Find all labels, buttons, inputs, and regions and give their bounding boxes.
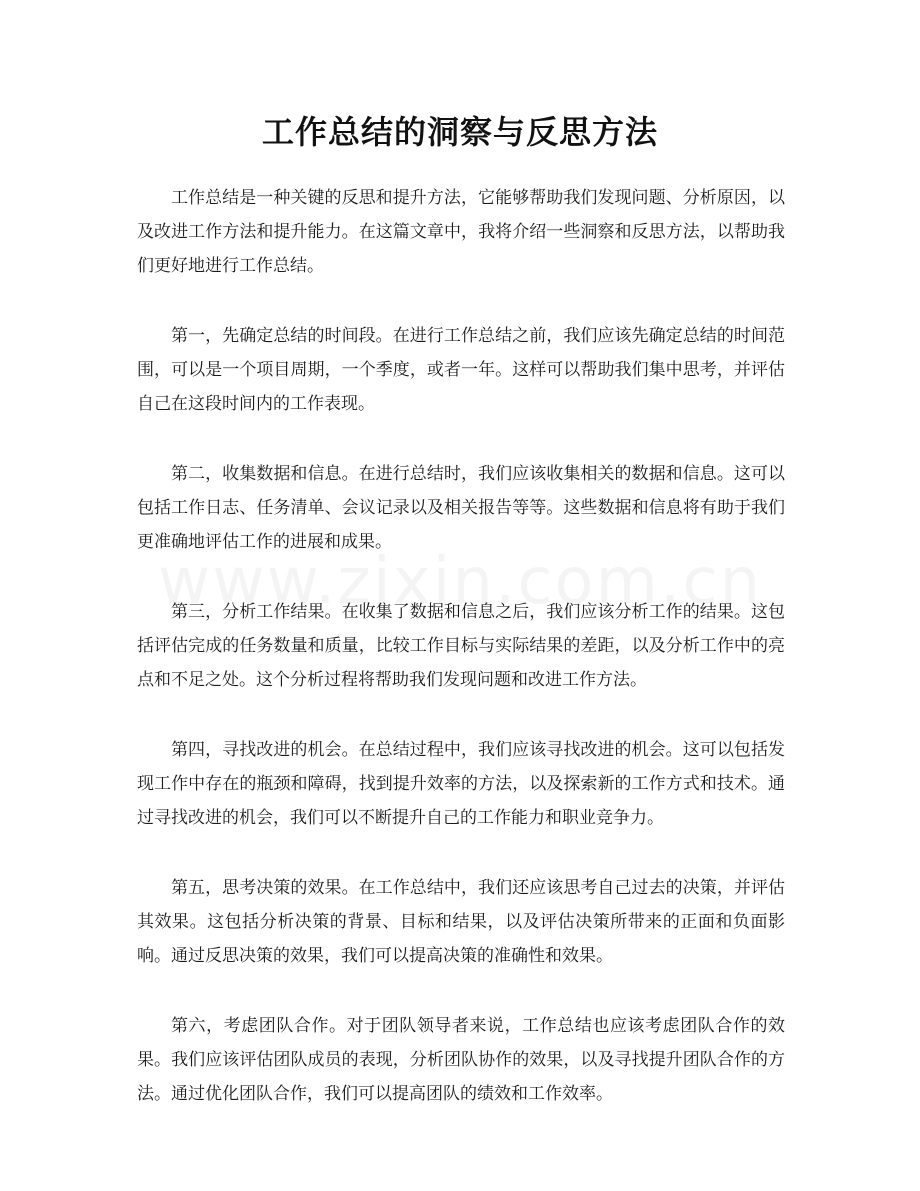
page-title: 工作总结的洞察与反思方法 (261, 113, 658, 151)
paragraph-5: 第五，思考决策的效果。在工作总结中，我们还应该思考自己过去的决策，并评估其效果。这包括分析决策的背景、目标和结果，以及评估决策所带来的正面和负面影响。通过反思决策的效果，我们可以提高决策的准确性和效果。 (137, 878, 785, 966)
paragraph-4: 第四，寻找改进的机会。在总结过程中，我们应该寻找改进的机会。这可以包括发现工作中存在的瓶颈和障碍，找到提升效率的方法，以及探索新的工作方式和技术。通过寻找改进的机会，我们可以不断提升自己的工作能力和职业竞争力。 (137, 740, 785, 828)
paragraph-intro: 工作总结是一种关键的反思和提升方法，它能够帮助我们发现问题、分析原因，以及改进工作方法和提升能力。在这篇文章中，我将介绍一些洞察和反思方法，以帮助我们更好地进行工作总结。 (137, 188, 785, 276)
paragraph-6: 第六，考虑团队合作。对于团队领导者来说，工作总结也应该考虑团队合作的效果。我们应该评估团队成员的表现，分析团队协作的效果，以及寻找提升团队合作的方法。通过优化团队合作，我们可以提高团队的绩效和工作效率。 (137, 1016, 785, 1104)
paragraph-2: 第二，收集数据和信息。在进行总结时，我们应该收集相关的数据和信息。这可以包括工作日志、任务清单、会议记录以及相关报告等等。这些数据和信息将有助于我们更准确地评估工作的进展和成果。 (137, 464, 785, 552)
paragraph-3: 第三，分析工作结果。在收集了数据和信息之后，我们应该分析工作的结果。这包括评估完成的任务数量和质量，比较工作目标与实际结果的差距，以及分析工作中的亮点和不足之处。这个分析过程将帮助我们发现问题和改进工作方法。 (137, 602, 785, 690)
document-body (137, 181, 785, 1147)
paragraph-1: 第一，先确定总结的时间段。在进行工作总结之前，我们应该先确定总结的时间范围，可以是一个项目周期，一个季度，或者一年。这样可以帮助我们集中思考，并评估自己在这段时间内的工作表现。 (137, 326, 785, 414)
